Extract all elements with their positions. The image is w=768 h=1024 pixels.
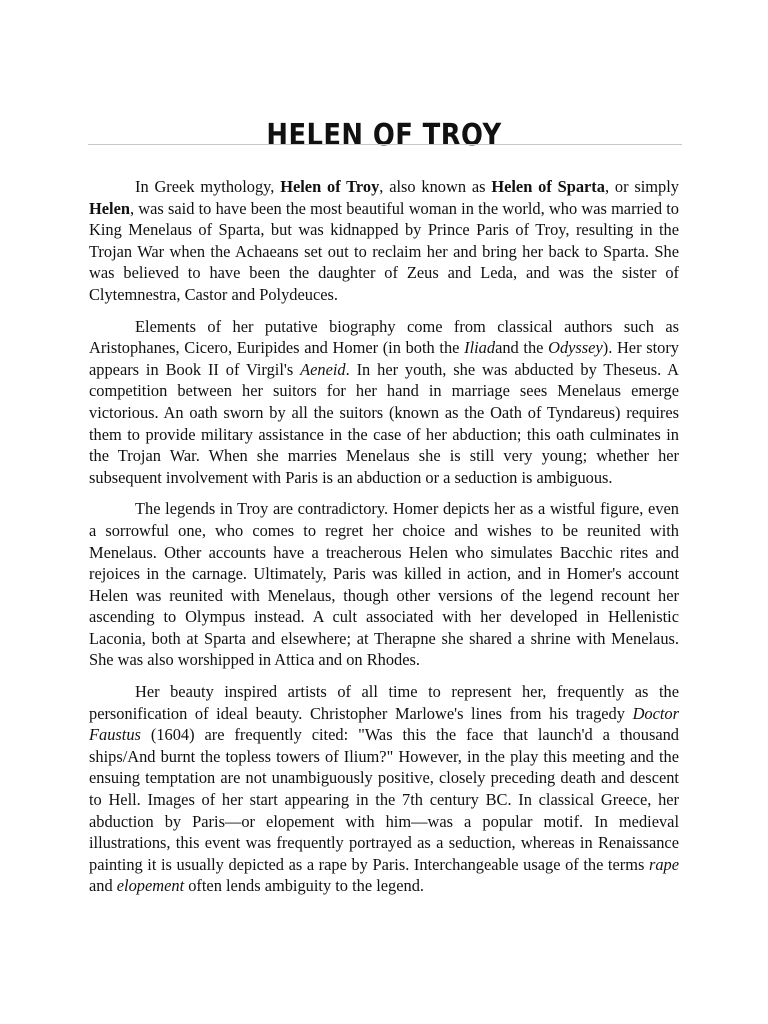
text-run: The legends in Troy are contradictory. Homer depicts her as a wistful figure, even a sorrowful one, who comes to regret her choice and wishes to be reunited with Menelaus. Other accounts have a treacherous Helen who simulates Bacchic rites and rejoices in the carnage. Ultimately, Paris was killed in action, and in Homer's account Helen was reunited with Menelaus, though other versions of the legend recount her ascending to Olympus instead. A cult associated with her developed in Hellenistic Laconia, both at Sparta and elsewhere; at Therapne she shared a shrine with Menelaus. She was also worshipped in Attica and on Rhodes. — [89, 499, 679, 670]
text-run: often lends ambiguity to the legend. — [184, 876, 425, 896]
text-run: Elements of her putative biography come from classical authors such as Aristophanes, Cicero, Euripides and Homer (in both the — [89, 316, 679, 358]
paragraph-3 — [89, 498, 679, 671]
text-run: and the — [495, 338, 549, 358]
text-run: . In her youth, she was abducted by Theseus. A competition between her suitors for her hand in marriage sees Menelaus emerge victorious. An oath sworn by all the suitors (known as the Oath of Tyndareus) requires them to provide military assistance in the case of her abduction; this oath culminates in the Trojan War. When she marries Menelaus she is still very young; whether her subsequent involvement with Paris is an abduction or a seduction is ambiguous. — [89, 359, 679, 487]
text-run: ). Her story appears in Book II of Virgil's — [89, 338, 679, 379]
text-run: In Greek mythology, — [135, 177, 281, 196]
italic-term: Iliad — [464, 338, 496, 358]
text-run: Her beauty inspired artists of all time to represent her, frequently as the personification of ideal beauty. Christopher Marlowe's lines from his tragedy — [89, 682, 679, 723]
paragraph-4 — [89, 681, 679, 897]
text-run: (1604) are frequently cited: "Was this the face that launch'd a thousand ships/And burnt the topless towers of Ilium?" However, in the play this meeting and the ensuing temptation are not unambiguously positive, closely preceding death and descent to Hell. Images of her start appearing in the 7th century BC. In classical Greece, her abduction by Paris—or elopement with him—was a popular motif. In medieval illustrations, this event was frequently portrayed as a seduction, whereas in Renaissance painting it is usually depicted as a rape by Paris. Interchangeable usage of the terms — [89, 725, 679, 874]
italic-term: Aeneid — [300, 359, 346, 379]
italic-term: rape — [648, 854, 679, 874]
italic-term: elopement — [116, 876, 185, 896]
bold-term: Helen of Sparta — [491, 177, 605, 196]
italic-term: Odyssey — [548, 338, 603, 358]
text-run: , was said to have been the most beautiful woman in the world, who was married to King Menelaus of Sparta, but was kidnapped by Prince Paris of Troy, resulting in the Trojan War when the Achaeans set out to reclaim her and bring her back to Sparta. She was believed to have been the daughter of Zeus and Leda, and was the sister of Clytemnestra, Castor and Polydeuces. — [89, 198, 679, 304]
paragraph-2 — [89, 316, 679, 489]
italic-term: Doctor Faustus — [89, 703, 679, 745]
bold-term: Helen of Troy — [280, 177, 380, 196]
text-run: and — [89, 876, 117, 896]
text-run: , also known as — [379, 177, 492, 196]
text-run: , or simply — [604, 177, 679, 196]
title-divider — [88, 144, 682, 145]
page-title: HELEN OF TROY — [266, 118, 502, 154]
article-body — [89, 176, 679, 907]
bold-term: Helen — [89, 198, 130, 218]
paragraph-1 — [89, 176, 679, 306]
